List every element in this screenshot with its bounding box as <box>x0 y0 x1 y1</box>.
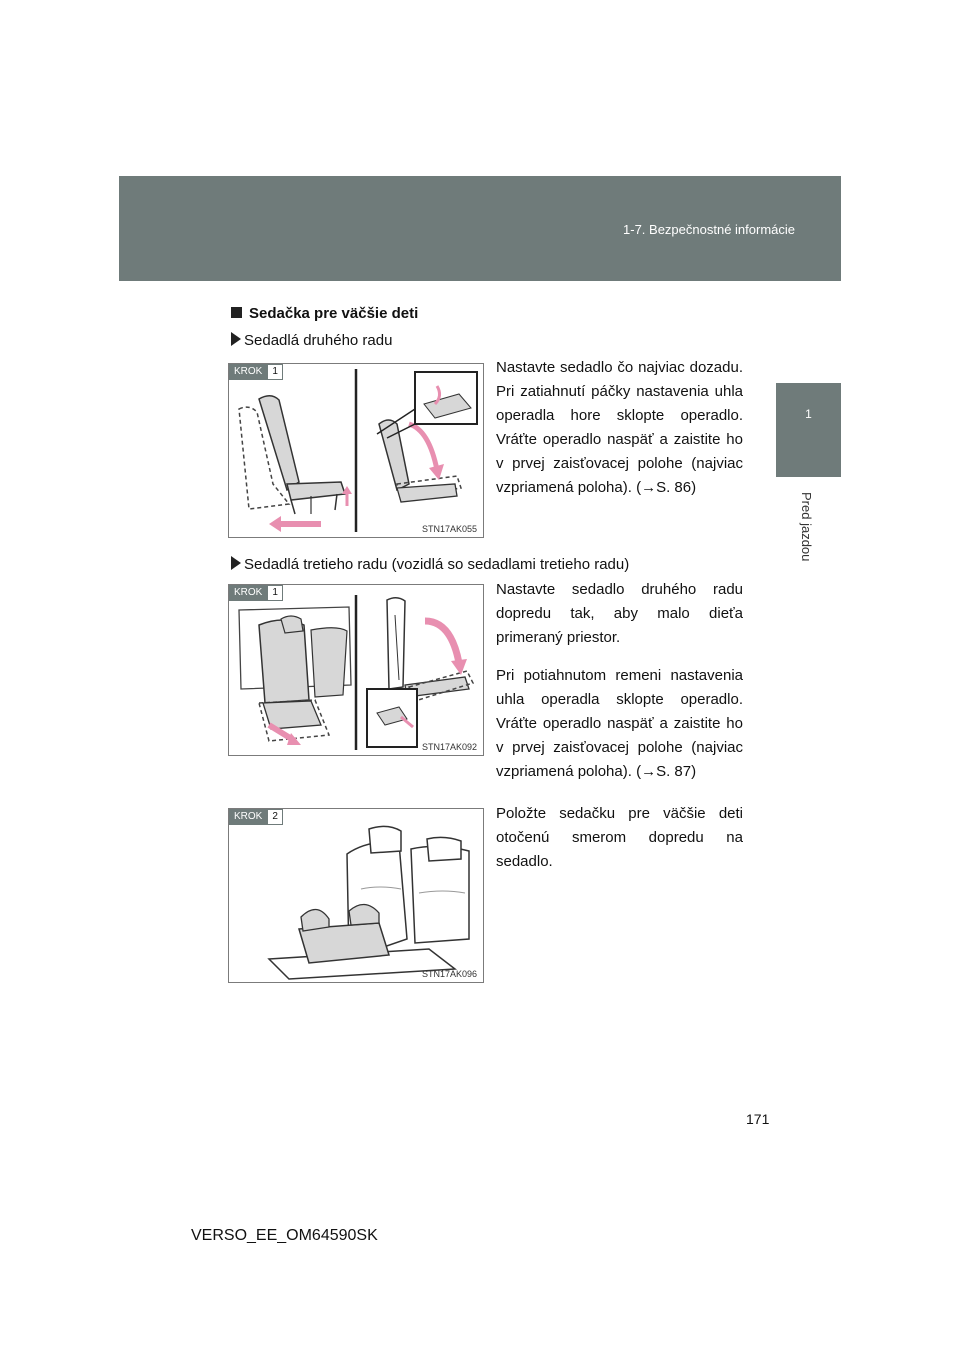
figure-code: STN17AK096 <box>421 969 477 979</box>
figure-second-row-seat <box>228 363 484 538</box>
step-number: 1 <box>267 585 283 601</box>
figure-code: STN17AK055 <box>421 524 477 534</box>
booster-seat-illustration <box>229 809 483 982</box>
subheading-third-row: Sedadlá tretieho radu (vozidlá so sedadlami tretieho radu) <box>231 556 629 573</box>
chapter-number: 1 <box>805 407 812 421</box>
third-row-seat-illustration <box>229 585 483 755</box>
step-badge <box>229 809 283 825</box>
chapter-title: Pred jazdou <box>799 492 814 562</box>
seat-recline-illustration <box>229 364 483 537</box>
step-label: KROK <box>229 585 267 601</box>
step-badge <box>229 364 283 380</box>
instruction-text: Položte sedačku pre väčšie deti otočenú smerom dopredu na sedadlo. <box>496 805 743 870</box>
figure-third-row-seat <box>228 584 484 756</box>
step-label: KROK <box>229 809 267 825</box>
chapter-tab <box>776 383 841 477</box>
step-label: KROK <box>229 364 267 380</box>
page-number: 171 <box>746 1111 770 1127</box>
step-number: 2 <box>267 809 283 825</box>
instruction-text: Nastavte sedadlo čo najviac dozadu. Pri zatiahnutí páčky nastavenia uhla operadla hore sklopte operadlo. Vráťte operadlo naspäť a zaistite ho v prvej zaisťovacej polohe (najviac vzpriamená poloha). (→S. 86) <box>496 359 743 496</box>
instruction-text: Pri potiahnutom remeni nastavenia uhla operadla sklopte operadlo. Vráťte operadlo naspäť a zaistite ho v prvej zaisťovacej polohe (najviac vzpriamená poloha). (→S. 87) <box>496 667 743 780</box>
step-badge <box>229 585 283 601</box>
figure-booster-seat <box>228 808 484 983</box>
square-bullet-icon <box>231 307 242 318</box>
triangle-bullet-icon <box>231 332 241 346</box>
document-code: VERSO_EE_OM64590SK <box>191 1227 378 1244</box>
figure-code: STN17AK092 <box>421 742 477 752</box>
section-header: 1-7. Bezpečnostné informácie <box>623 222 795 237</box>
step-number: 1 <box>267 364 283 380</box>
section-title: Sedačka pre väčšie deti <box>231 305 418 322</box>
triangle-bullet-icon <box>231 556 241 570</box>
header-band <box>119 176 841 281</box>
instruction-text: Nastavte sedadlo druhého radu dopredu tak, aby malo dieťa primeraný priestor. <box>496 581 743 646</box>
subheading-second-row: Sedadlá druhého radu <box>231 332 392 349</box>
